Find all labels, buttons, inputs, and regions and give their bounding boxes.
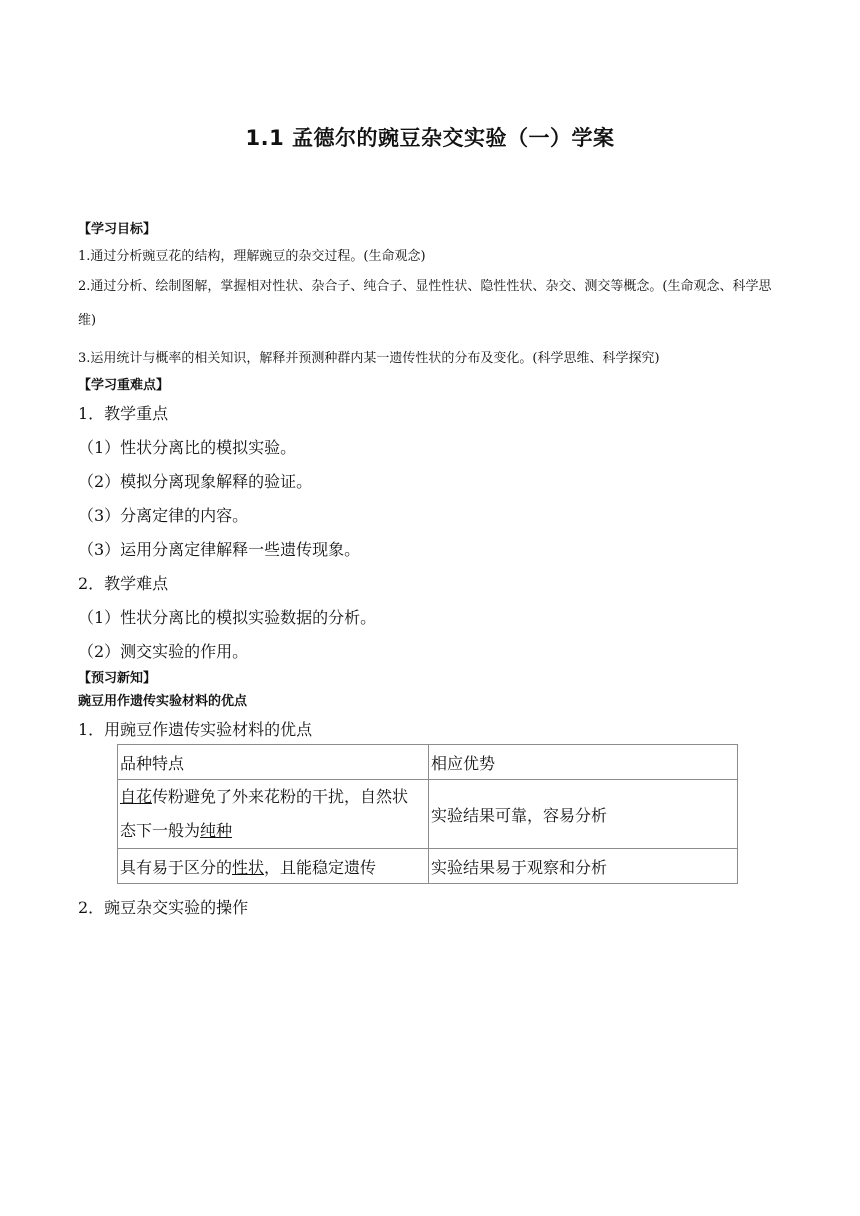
focus-item-4: （3）运用分离定律解释一些遗传现象。 [78, 540, 361, 559]
table-cell-advantage: 实验结果易于观察和分析 [429, 849, 738, 884]
cell-text: 态下一般为 [120, 821, 201, 840]
focus-title: 1．教学重点 [78, 404, 169, 423]
underlined-term: 性状 [232, 857, 265, 877]
table-row [118, 849, 738, 884]
preview-item-1: 1．用豌豆作遗传实验材料的优点 [78, 720, 313, 739]
table-header-cell: 相应优势 [429, 745, 738, 780]
advantages-table [117, 744, 738, 884]
objective-item-2: 2.通过分析、绘制图解，掌握相对性状、杂合子、纯合子、显性性状、隐性性状、杂交、测交等概念。(生命观念、科学思维) [78, 279, 772, 328]
preview-subheading: 豌豆用作遗传实验材料的优点 [78, 694, 248, 709]
objective-item-1: 1.通过分析豌豆花的结构，理解豌豆的杂交过程。(生命观念) [78, 249, 426, 264]
objective-item-3: 3.运用统计与概率的相关知识，解释并预测种群内某一遗传性状的分布及变化。(科学思维、科学探究) [78, 351, 660, 366]
focus-item-3: （3）分离定律的内容。 [78, 506, 249, 525]
difficulty-item-1: （1）性状分离比的模拟实验数据的分析。 [78, 608, 377, 627]
focus-item-2: （2）模拟分离现象解释的验证。 [78, 472, 313, 491]
table-cell-feature [118, 780, 429, 849]
page-title: 1.1 孟德尔的豌豆杂交实验（一）学案 [245, 126, 615, 150]
cell-text: 传粉避免了外来花粉的干扰，自然状 [152, 787, 409, 806]
table-cell-feature [118, 849, 429, 884]
preview-item-2: 2．豌豆杂交实验的操作 [78, 898, 249, 917]
table-header-row [118, 745, 738, 780]
table-header-cell: 品种特点 [118, 745, 429, 780]
underlined-term: 纯种 [200, 821, 233, 840]
focus-item-1: （1）性状分离比的模拟实验。 [78, 438, 297, 457]
cell-text: ，且能稳定遗传 [264, 857, 377, 877]
difficulty-title: 2．教学难点 [78, 574, 169, 593]
table-cell-advantage: 实验结果可靠，容易分析 [429, 780, 738, 849]
keypoints-heading: 【学习重难点】 [78, 378, 170, 393]
difficulty-item-2: （2）测交实验的作用。 [78, 642, 249, 661]
table-row [118, 780, 738, 849]
preview-heading: 【预习新知】 [78, 671, 157, 686]
cell-text: 具有易于区分的 [120, 857, 233, 877]
underlined-term: 自花 [120, 787, 153, 806]
objectives-heading: 【学习目标】 [78, 222, 157, 237]
